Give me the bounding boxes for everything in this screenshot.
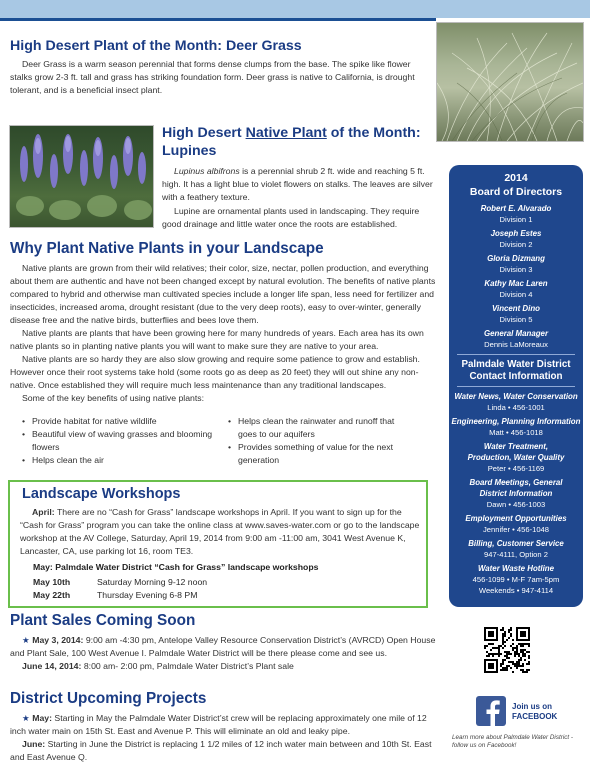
contact-item — [449, 513, 583, 535]
contact-item — [449, 563, 583, 596]
contact-item — [449, 538, 583, 560]
board-member — [449, 328, 583, 350]
plant-sale-item — [10, 634, 436, 660]
contact-item — [449, 477, 583, 510]
star-icon: ★ — [22, 635, 30, 645]
member-role: Division 2 — [499, 240, 533, 249]
native-p1: Native plants are grown from their wild relatives; their color, size, nectar, pollen production, and everything about them are authentic and have not been changed except by natural evolution. The benefits of native plants compared to hybrid and otherwise man cultivated species include a longer life span, less need for fertilizer and insecticides, increased aroma, drought resistant (due to the very deep roots), easy to over-winter, generally disease free and the native birds, butterflies and bees love them. — [10, 263, 436, 325]
plant-sales-body — [10, 634, 436, 673]
project-desc: Starting in May the Palmdale Water District’st crew will be replacing approximately one mile of 12 inch water main on 15th St. East and Avenue P. This will eliminate an old and leaky pipe. — [10, 713, 427, 736]
header-band — [0, 0, 590, 18]
workshops-text — [20, 506, 422, 558]
member-role: Dennis LaMoreaux — [484, 340, 548, 349]
lupine-title — [162, 124, 437, 160]
workshop-session — [33, 576, 207, 589]
contact-name: Engineering, Planning Information — [451, 417, 581, 426]
benefit-item: • Beautiful view of waving grasses and blooming flowers — [32, 428, 228, 454]
plant-sale-desc: 8:00 am- 2:00 pm, Palmdale Water District’s Plant sale — [81, 661, 294, 671]
contact-name: Water Treatment, Production, Water Quality — [467, 442, 565, 462]
star-icon: ★ — [22, 713, 30, 723]
project-item — [10, 738, 436, 764]
deer-grass-text: Deer Grass is a warm season perennial that forms dense clumps from the base. The spike like flower stalks grow 2-3 ft. tall and grass has striking foundation form. Deer grass is native to California, is drought tolerant, and is a beneficial insect plant. — [10, 59, 415, 95]
workshops-april-text: There are no “Cash for Grass” landscape workshops in April. If you want to sign up for the “Cash for Grass” program you can take the online class at www.saves-water.com or go to the landscape workshop at the AV College, Saturday, April 19, 2014 from 9:00 am -11:00 am, 3041 West Avenue K, Lancaster, CA, use parking lot 16, room TE3. — [20, 507, 420, 556]
workshops-april-label: April: — [32, 507, 55, 517]
facebook-note: Learn more about Palmdale Water District - follow us on Facebook! — [452, 734, 573, 749]
contact-name: Water News, Water Conservation — [454, 392, 578, 401]
contact-detail: Dawn • 456-1003 — [486, 500, 546, 509]
board-member — [449, 228, 583, 250]
lupine-title-line2: Lupines — [162, 143, 217, 159]
project-date: June: — [22, 739, 46, 749]
board-member — [449, 303, 583, 325]
contact-item — [449, 416, 583, 438]
plant-sales-title: Plant Sales Coming Soon — [10, 612, 196, 629]
workshop-session — [33, 589, 197, 602]
facebook-label[interactable] — [512, 702, 557, 722]
grass-illustration — [437, 23, 583, 141]
lupine-species: Lupinus albifrons — [174, 166, 240, 176]
contact-detail: Weekends • 947-4114 — [478, 586, 554, 595]
contact-name: Employment Opportunities — [465, 514, 567, 523]
project-desc: Starting in June the District is replacing 1 1/2 miles of 12 inch water main between and 10th St. East and East Avenue Q. — [10, 739, 432, 762]
native-p3: Native plants are so hardy they are also slow growing and require some patience to grow and establish. However once their root systems take hold (some roots go as deep as 20 feet) they will out shine any non-native. Once established they will require much less maintenance than any traditional landscapes. — [10, 354, 420, 390]
facebook-logo-icon[interactable] — [476, 696, 506, 726]
benefit-item: • Provide habitat for native wildlife — [32, 415, 228, 428]
lupine-photo — [9, 125, 154, 228]
board-member — [449, 278, 583, 300]
contact-title-2: Contact Information — [469, 371, 563, 382]
sidebar-panel — [449, 165, 583, 607]
plant-sale-date: May 3, 2014: — [32, 635, 84, 645]
contact-detail: Jennifer • 456-1048 — [483, 525, 549, 534]
plant-sale-item — [10, 660, 436, 673]
native-plants-body — [10, 262, 436, 405]
workshops-may-heading: May: Palmdale Water District “Cash for Grass” landscape workshops — [33, 562, 319, 572]
landscape-workshops-box — [8, 480, 428, 608]
session-desc: Thursday Evening 6-8 PM — [97, 590, 198, 600]
benefit-item: • Provides something of value for the next generation — [238, 441, 414, 467]
plant-sale-desc: 9:00 am -4:30 pm, Antelope Valley Resource Conservation District’s (AVRCD) Open House and Plant Sale, 100 West Avenue I. Palmdale Water District will be there please come and see us. — [10, 635, 436, 658]
benefit-item: • Helps clean the rainwater and runoff that goes to our aquifers — [238, 415, 414, 441]
projects-body — [10, 712, 436, 764]
sidebar-divider — [457, 386, 575, 387]
contact-title-1: Palmdale Water District — [461, 359, 571, 370]
member-name: Kathy Mac Laren — [484, 279, 548, 288]
project-item — [10, 712, 436, 738]
facebook-label-2: FACEBOOK — [512, 712, 558, 721]
lupine-text-1-body: is a perennial shrub 2 ft. wide and reaching 5 ft. high. It has a light blue to violet flowers on stalks. The leaves are silver with a feathery texture. — [162, 166, 433, 202]
project-date: May: — [32, 713, 53, 723]
board-title: Board of Directors — [469, 186, 563, 198]
native-plants-title: Why Plant Native Plants in your Landscape — [10, 240, 324, 257]
workshops-title: Landscape Workshops — [22, 486, 181, 502]
lupine-text-2: Lupine are ornamental plants used in landscaping. They require good drainage and little water once the roots are established. — [162, 206, 420, 229]
board-year: 2014 — [504, 172, 528, 184]
plant-sale-date: June 14, 2014: — [22, 661, 82, 671]
lupine-text-1 — [162, 165, 440, 204]
qr-code-graphic — [484, 627, 530, 673]
member-name: Robert E. Alvarado — [480, 204, 552, 213]
member-name: Vincent Dino — [492, 304, 540, 313]
member-role: Division 5 — [499, 315, 533, 324]
facebook-f-icon — [476, 696, 506, 726]
deer-grass-photo — [436, 22, 584, 142]
contact-name: Billing, Customer Service — [468, 539, 564, 548]
member-name: Joseph Estes — [490, 229, 542, 238]
contact-name: Board Meetings, General District Information — [469, 478, 563, 498]
native-plant-link[interactable]: Native Plant — [245, 125, 327, 141]
contact-name: Water Waste Hotline — [477, 564, 554, 573]
session-desc: Saturday Morning 9-12 noon — [97, 577, 208, 587]
projects-title: District Upcoming Projects — [10, 690, 207, 707]
native-p2: Native plants are plants that have been growing here for many hundreds of years. Each area has its own native plants so in planting native plants you will want to make sure they are native to your area. — [10, 328, 424, 351]
contact-detail: Peter • 456-1169 — [487, 464, 545, 473]
board-member — [449, 203, 583, 225]
session-date: May 22th — [33, 590, 71, 600]
benefit-item: • Helps clean the air — [32, 454, 228, 467]
contact-detail: Matt • 456-1018 — [489, 428, 543, 437]
lupine-illustration — [10, 126, 153, 227]
contact-detail: 947-4111, Option 2 — [484, 550, 548, 559]
sidebar-divider — [457, 354, 575, 355]
member-role: Division 1 — [499, 215, 533, 224]
benefits-list-left — [32, 415, 228, 467]
lupine-title-part2: of the Month: — [326, 125, 421, 141]
contact-detail: 456-1099 • M-F 7am-5pm — [472, 575, 560, 584]
contact-item — [449, 391, 583, 413]
deer-grass-title: High Desert Plant of the Month: Deer Grass — [10, 38, 302, 54]
member-role: Division 4 — [499, 290, 533, 299]
facebook-label-1: Join us on — [512, 702, 552, 711]
member-name: Gloria Dizmang — [487, 254, 545, 263]
session-date: May 10th — [33, 577, 71, 587]
contact-item — [449, 441, 583, 474]
native-p4: Some of the key benefits of using native plants: — [22, 393, 205, 403]
header-rule — [0, 18, 436, 21]
benefits-list-right — [238, 415, 414, 467]
qr-code[interactable] — [484, 627, 530, 673]
member-name: General Manager — [483, 329, 549, 338]
member-role: Division 3 — [499, 265, 533, 274]
lupine-title-part1: High Desert — [162, 125, 246, 141]
contact-detail: Linda • 456-1001 — [487, 403, 545, 412]
board-member — [449, 253, 583, 275]
